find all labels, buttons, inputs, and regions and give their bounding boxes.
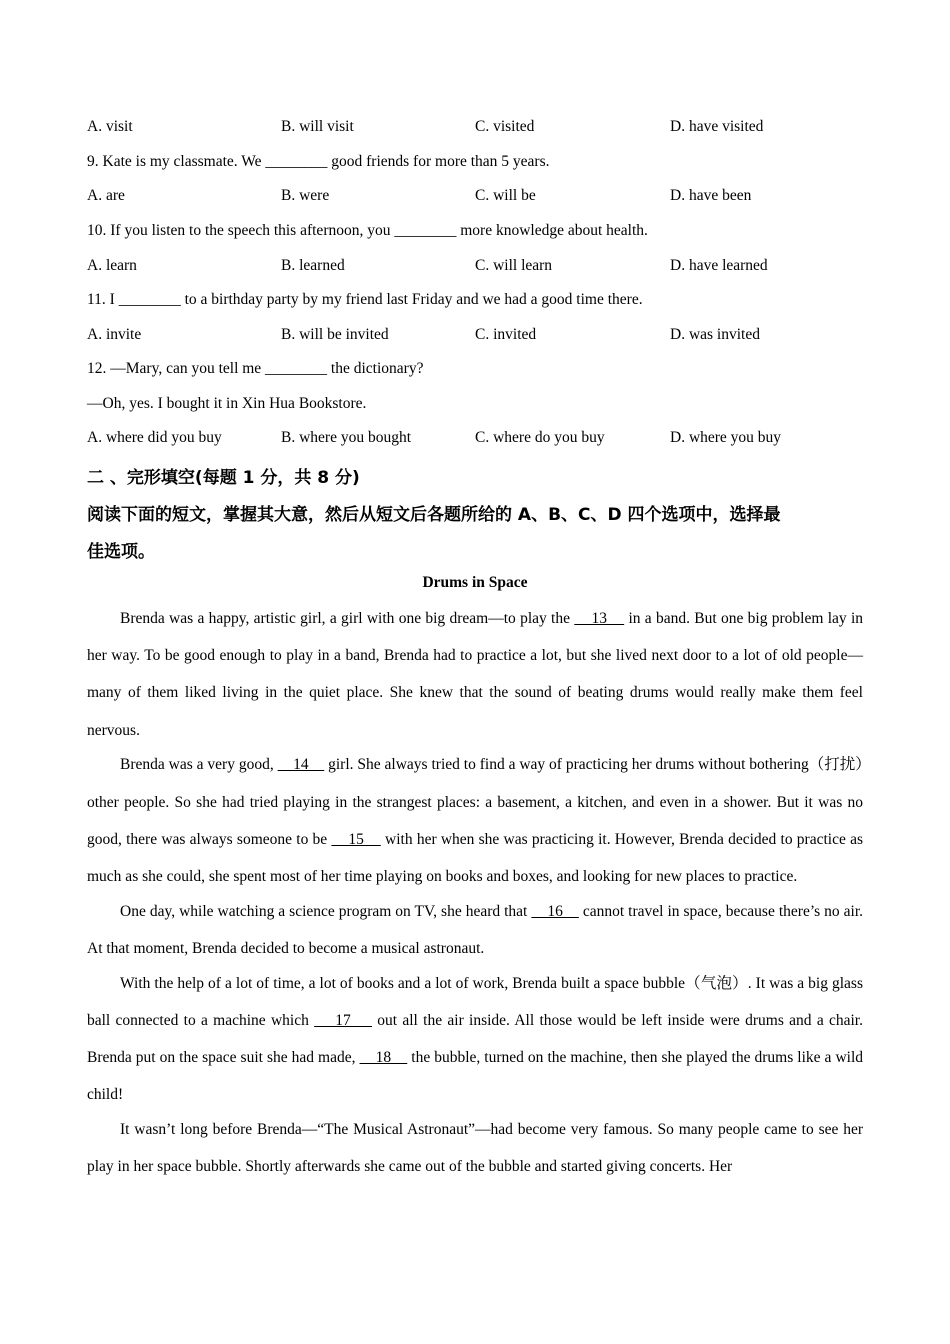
q9-option-d[interactable]: D. have been: [670, 187, 752, 204]
blank-17[interactable]: 17: [314, 1011, 372, 1029]
q9-option-a[interactable]: A. are: [87, 187, 125, 204]
q8-option-d[interactable]: D. have visited: [670, 118, 764, 135]
p3-text-b: cannot travel in space, because there’s no air. At that moment, Brenda decided to become a musical astronaut.: [87, 902, 864, 957]
paragraph-1: [87, 600, 863, 749]
q11-option-c[interactable]: C. invited: [475, 326, 537, 343]
q10-option-c[interactable]: C. will learn: [475, 257, 553, 274]
q12-options: [87, 429, 887, 449]
q11-options: [87, 326, 887, 346]
q10-option-d[interactable]: D. have learned: [670, 257, 768, 274]
p2-text-c: with her when she was practicing it. However, Brenda decided to practice as much as she could, she spent most of her time playing on books and boxes, and looking for new places to practice.: [87, 830, 863, 885]
q12-stem: 12. —Mary, can you tell me ________ the dictionary?: [87, 360, 424, 377]
q10-stem: 10. If you listen to the speech this afternoon, you ________ more knowledge about health.: [87, 222, 648, 239]
p2-text-a: Brenda was a very good,: [120, 756, 278, 774]
q10-option-b[interactable]: B. learned: [281, 257, 345, 274]
blank-16[interactable]: 16: [531, 902, 579, 920]
section-instruction-line2: 佳选项。: [87, 542, 155, 562]
paragraph-4: [87, 965, 863, 1114]
q9-options: [87, 187, 887, 207]
paragraph-2: [87, 746, 863, 895]
q9-option-c[interactable]: C. will be: [475, 187, 536, 204]
q12-option-b[interactable]: B. where you bought: [281, 429, 412, 446]
q11-option-b[interactable]: B. will be invited: [281, 326, 389, 343]
q10-option-a[interactable]: A. learn: [87, 257, 137, 274]
p3-text-a: One day, while watching a science program on TV, she heard that: [120, 902, 532, 920]
q8-option-a[interactable]: A. visit: [87, 118, 133, 135]
p4-text-c: the bubble, turned on the machine, then she played the drums like a wild child!: [87, 1048, 864, 1104]
q9-option-b[interactable]: B. were: [281, 187, 330, 204]
q11-option-a[interactable]: A. invite: [87, 326, 142, 343]
p4-text-b: out all the air inside. All those would be left inside were drums and a chair. Brenda put on the space suit she had made,: [87, 1011, 863, 1066]
p2-text-b: girl. She always tried to find a way of practicing her drums without bothering（打扰）other people. So she had tried playing in the strangest places: a basement, a kitchen, and even in a shower. But it was no good, there was always someone to be: [87, 756, 864, 848]
blank-18[interactable]: 18: [359, 1048, 408, 1066]
q10-options: [87, 257, 887, 277]
p1-text-b: in a band. But one big problem lay in her way. To be good enough to play in a band, Brenda had to practice a lot, but she lived next door to a lot of old people—many of them liked living in the quiet place. She knew that the sound of beating drums would really make them feel nervous.: [87, 610, 863, 739]
passage-title: Drums in Space: [422, 574, 528, 591]
q12-option-d[interactable]: D. where you buy: [670, 429, 782, 446]
q11-stem: 11. I ________ to a birthday party by my friend last Friday and we had a good time there.: [87, 291, 643, 308]
paragraph-3: [87, 893, 863, 967]
q12-option-a[interactable]: A. where did you buy: [87, 429, 222, 446]
q12-reply: —Oh, yes. I bought it in Xin Hua Bookstore.: [87, 395, 367, 412]
q8-option-c[interactable]: C. visited: [475, 118, 535, 135]
section-instruction-line1: 阅读下面的短文，掌握其大意，然后从短文后各题所给的 A、B、C、D 四个选项中，选择最: [87, 505, 781, 525]
q8-option-b[interactable]: B. will visit: [281, 118, 354, 135]
blank-15[interactable]: 15: [331, 830, 381, 848]
q11-option-d[interactable]: D. was invited: [670, 326, 760, 343]
blank-13[interactable]: 13: [574, 610, 625, 627]
p4-text-a: With the help of a lot of time, a lot of books and a lot of work, Brenda built a space bubble（气泡）. It was a big glass ball connected to a machine which: [87, 974, 863, 1029]
p1-text-a: Brenda was a happy, artistic girl, a girl with one big dream—to play the: [120, 610, 575, 627]
passage-body: [87, 600, 863, 1185]
q8-options: [87, 118, 887, 138]
blank-14[interactable]: 14: [277, 756, 325, 774]
q9-stem: 9. Kate is my classmate. We ________ good friends for more than 5 years.: [87, 153, 550, 170]
section-heading: 二 、完形填空(每题 1 分，共 8 分): [87, 468, 360, 488]
paragraph-5: It wasn’t long before Brenda—“The Musical Astronaut”—had become very famous. So many people came to see her play in her space bubble. Shortly afterwards she came out of the bubble and started giving concerts. Her: [87, 1120, 863, 1176]
q12-option-c[interactable]: C. where do you buy: [475, 429, 605, 446]
